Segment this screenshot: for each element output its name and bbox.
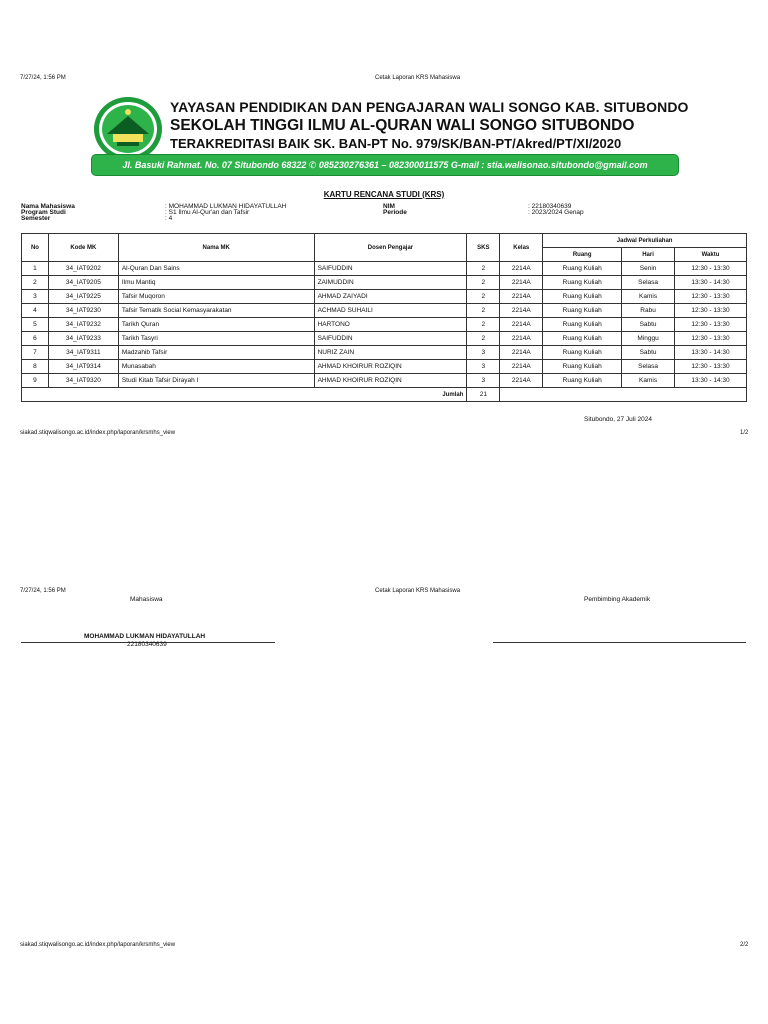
cell-ruang: Ruang Kuliah bbox=[543, 262, 622, 276]
cell-dosen: AHMAD ZAIYADI bbox=[314, 290, 467, 304]
cell-sks: 2 bbox=[467, 290, 500, 304]
cell-kelas: 2214A bbox=[500, 318, 543, 332]
total-label: Jumlah bbox=[22, 388, 467, 402]
cell-kode: 34_IAT9225 bbox=[48, 290, 118, 304]
col-sks: SKS bbox=[467, 234, 500, 262]
cell-ruang: Ruang Kuliah bbox=[543, 276, 622, 290]
col-waktu: Waktu bbox=[675, 248, 747, 262]
cell-ruang: Ruang Kuliah bbox=[543, 304, 622, 318]
cell-nama: Studi Kitab Tafsir Dirayah I bbox=[118, 374, 314, 388]
cell-no: 9 bbox=[22, 374, 49, 388]
cell-kelas: 2214A bbox=[500, 276, 543, 290]
institution-logo bbox=[93, 96, 163, 162]
nim-value: : 22180340639 bbox=[528, 203, 572, 210]
cell-nama: Tafsir Tematik Social Kemasyarakatan bbox=[118, 304, 314, 318]
program-label: Program Studi bbox=[21, 209, 66, 216]
cell-sks: 3 bbox=[467, 374, 500, 388]
cell-kelas: 2214A bbox=[500, 360, 543, 374]
table-row bbox=[22, 332, 747, 346]
col-jadwal: Jadwal Perkuliahan bbox=[543, 234, 747, 248]
col-hari: Hari bbox=[622, 248, 675, 262]
cell-nama: Tarikh Quran bbox=[118, 318, 314, 332]
cell-ruang: Ruang Kuliah bbox=[543, 290, 622, 304]
col-nama: Nama MK bbox=[118, 234, 314, 262]
cell-waktu: 13:30 - 14:30 bbox=[675, 346, 747, 360]
signer-nim: 22180340639 bbox=[127, 641, 167, 648]
cell-dosen: AHMAD KHOIRUR ROZIQIN bbox=[314, 360, 467, 374]
krs-table bbox=[21, 233, 747, 402]
cell-dosen: ACHMAD SUHAILI bbox=[314, 304, 467, 318]
table-row bbox=[22, 290, 747, 304]
periode-value: : 2023/2024 Genap bbox=[528, 209, 584, 216]
cell-nama: Munasabah bbox=[118, 360, 314, 374]
cell-hari: Kamis bbox=[622, 374, 675, 388]
cell-kode: 34_IAT9311 bbox=[48, 346, 118, 360]
cell-dosen: SAIFUDDIN bbox=[314, 332, 467, 346]
cell-hari: Senin bbox=[622, 262, 675, 276]
address-text: Jl. Basuki Rahmat. No. 07 Situbondo 68322 ✆ 085230276361 – 082300011575 G-mail : stia.walisonao.situbondo@gmail.com bbox=[122, 160, 648, 170]
cell-kode: 34_IAT9230 bbox=[48, 304, 118, 318]
cell-dosen: NURIZ ZAIN bbox=[314, 346, 467, 360]
cell-sks: 3 bbox=[467, 346, 500, 360]
cell-kode: 34_IAT9232 bbox=[48, 318, 118, 332]
cell-hari: Sabtu bbox=[622, 346, 675, 360]
cell-ruang: Ruang Kuliah bbox=[543, 332, 622, 346]
semester-value: : 4 bbox=[165, 215, 173, 222]
col-ruang: Ruang bbox=[543, 248, 622, 262]
cell-kelas: 2214A bbox=[500, 332, 543, 346]
cell-waktu: 12:30 - 13:30 bbox=[675, 360, 747, 374]
cell-sks: 2 bbox=[467, 318, 500, 332]
cell-ruang: Ruang Kuliah bbox=[543, 318, 622, 332]
signer-name: MOHAMMAD LUKMAN HIDAYATULLAH bbox=[84, 633, 206, 640]
table-row bbox=[22, 346, 747, 360]
cell-waktu: 12:30 - 13:30 bbox=[675, 262, 747, 276]
cell-no: 8 bbox=[22, 360, 49, 374]
cell-kode: 34_IAT9202 bbox=[48, 262, 118, 276]
total-sks: 21 bbox=[467, 388, 500, 402]
print-date-2: 7/27/24, 1:56 PM bbox=[20, 588, 66, 594]
program-value: : S1 Ilmu Al-Qur'an dan Tafsir bbox=[165, 209, 250, 216]
cell-hari: Kamis bbox=[622, 290, 675, 304]
cell-no: 5 bbox=[22, 318, 49, 332]
cell-ruang: Ruang Kuliah bbox=[543, 360, 622, 374]
address-bar bbox=[92, 155, 678, 175]
cell-kelas: 2214A bbox=[500, 304, 543, 318]
table-row bbox=[22, 262, 747, 276]
cell-kelas: 2214A bbox=[500, 290, 543, 304]
cell-dosen: AHMAD KHOIRUR ROZIQIN bbox=[314, 374, 467, 388]
cell-waktu: 13:30 - 14:30 bbox=[675, 374, 747, 388]
cell-no: 6 bbox=[22, 332, 49, 346]
table-row bbox=[22, 304, 747, 318]
nim-label: NIM bbox=[383, 203, 395, 210]
name-value: : MOHAMMAD LUKMAN HIDAYATULLAH bbox=[165, 203, 287, 210]
advisor-signature-line bbox=[493, 642, 746, 643]
cell-kode: 34_IAT9314 bbox=[48, 360, 118, 374]
cell-ruang: Ruang Kuliah bbox=[543, 346, 622, 360]
cell-sks: 2 bbox=[467, 262, 500, 276]
print-title-2: Cetak Laporan KRS Mahasiswa bbox=[375, 588, 461, 594]
cell-hari: Selasa bbox=[622, 276, 675, 290]
table-row bbox=[22, 374, 747, 388]
table-row bbox=[22, 360, 747, 374]
cell-sks: 2 bbox=[467, 332, 500, 346]
col-kelas: Kelas bbox=[500, 234, 543, 262]
cell-ruang: Ruang Kuliah bbox=[543, 374, 622, 388]
place-date: Situbondo, 27 Juli 2024 bbox=[584, 416, 652, 423]
periode-label: Periode bbox=[383, 209, 407, 216]
cell-hari: Rabu bbox=[622, 304, 675, 318]
cell-nama: Al-Quran Dan Sains bbox=[118, 262, 314, 276]
cell-kelas: 2214A bbox=[500, 374, 543, 388]
page-number-2: 2/2 bbox=[740, 942, 749, 948]
cell-no: 1 bbox=[22, 262, 49, 276]
cell-waktu: 12:30 - 13:30 bbox=[675, 304, 747, 318]
cell-waktu: 13:30 - 14:30 bbox=[675, 276, 747, 290]
print-date: 7/27/24, 1:56 PM bbox=[20, 75, 66, 81]
col-kode: Kode MK bbox=[48, 234, 118, 262]
cell-kode: 34_IAT9320 bbox=[48, 374, 118, 388]
table-row bbox=[22, 276, 747, 290]
cell-nama: Tarikh Tasyri bbox=[118, 332, 314, 346]
table-row bbox=[22, 318, 747, 332]
cell-kelas: 2214A bbox=[500, 346, 543, 360]
cell-no: 3 bbox=[22, 290, 49, 304]
accreditation: TERAKREDITASI BAIK SK. BAN-PT No. 979/SK/BAN-PT/Akred/PT/XI/2020 bbox=[170, 136, 622, 151]
cell-no: 4 bbox=[22, 304, 49, 318]
cell-sks: 2 bbox=[467, 304, 500, 318]
cell-hari: Minggu bbox=[622, 332, 675, 346]
page-number: 1/2 bbox=[740, 430, 749, 436]
cell-kode: 34_IAT9205 bbox=[48, 276, 118, 290]
cell-dosen: SAIFUDDIN bbox=[314, 262, 467, 276]
footer-url-2: siakad.stiqwalisongo.ac.id/index.php/laporan/krsmhs_view bbox=[20, 942, 176, 948]
total-row bbox=[22, 388, 747, 402]
cell-no: 7 bbox=[22, 346, 49, 360]
cell-kelas: 2214A bbox=[500, 262, 543, 276]
document-title: KARTU RENCANA STUDI (KRS) bbox=[323, 190, 445, 199]
cell-hari: Sabtu bbox=[622, 318, 675, 332]
cell-kode: 34_IAT9233 bbox=[48, 332, 118, 346]
col-no: No bbox=[22, 234, 49, 262]
cell-nama: Madzahib Tafsir bbox=[118, 346, 314, 360]
cell-dosen: ZAIMUDDIN bbox=[314, 276, 467, 290]
pembimbing-label: Pembimbing Akademik bbox=[584, 596, 651, 603]
cell-no: 2 bbox=[22, 276, 49, 290]
cell-hari: Selasa bbox=[622, 360, 675, 374]
cell-nama: Ilmu Mantiq bbox=[118, 276, 314, 290]
print-title: Cetak Laporan KRS Mahasiswa bbox=[375, 75, 461, 81]
cell-waktu: 12:30 - 13:30 bbox=[675, 318, 747, 332]
institution-name: SEKOLAH TINGGI ILMU AL-QURAN WALI SONGO SITUBONDO bbox=[170, 117, 635, 134]
cell-waktu: 12:30 - 13:30 bbox=[675, 332, 747, 346]
footer-url: siakad.stiqwalisongo.ac.id/index.php/laporan/krsmhs_view bbox=[20, 430, 176, 436]
cell-waktu: 12:30 - 13:30 bbox=[675, 290, 747, 304]
cell-dosen: HARTONO bbox=[314, 318, 467, 332]
cell-nama: Tafsir Muqoron bbox=[118, 290, 314, 304]
col-dosen: Dosen Pengajar bbox=[314, 234, 467, 262]
foundation-name: YAYASAN PENDIDIKAN DAN PENGAJARAN WALI SONGO KAB. SITUBONDO bbox=[170, 99, 689, 115]
name-label: Nama Mahasiswa bbox=[21, 203, 75, 210]
semester-label: Semester bbox=[21, 215, 51, 222]
cell-sks: 2 bbox=[467, 276, 500, 290]
mahasiswa-label: Mahasiswa bbox=[130, 596, 163, 603]
cell-sks: 3 bbox=[467, 360, 500, 374]
